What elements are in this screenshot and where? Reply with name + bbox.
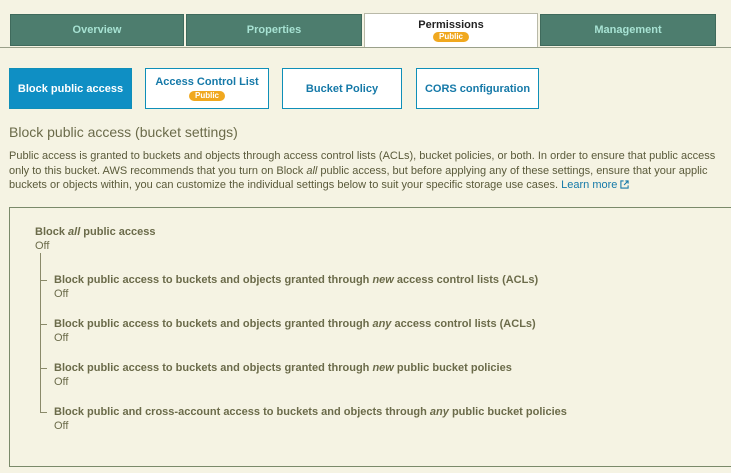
tab-overview[interactable] (10, 14, 184, 46)
tab-label: Properties (246, 24, 302, 36)
description-emphasis: all (306, 164, 318, 177)
setting-any-acls-label (54, 318, 536, 330)
setting-any-acls-status: Off (54, 332, 69, 344)
tree-branch (40, 280, 47, 281)
tree-branch (40, 368, 47, 369)
setting-new-policies-label (54, 362, 512, 374)
tree-branch (40, 412, 47, 413)
tab-label: Permissions (418, 19, 484, 31)
label-emphasis: new (372, 362, 394, 374)
label-text: access control lists (ACLs) (393, 274, 539, 286)
external-link-icon (620, 180, 629, 189)
tab-label: Management (594, 24, 662, 36)
subtab-block-public-access[interactable] (9, 68, 132, 109)
block-all-public-access-label (35, 226, 155, 238)
subtab-label: Block public access (17, 82, 124, 95)
tab-label: Overview (72, 24, 122, 36)
label-text: public access (80, 226, 156, 238)
description-line: Public access is granted to buckets and objects through access control lists (ACLs), bucket policies, or both. In order to ensure that public access (9, 150, 716, 162)
description-line (9, 164, 731, 179)
label-text: Block public access to buckets and objects granted through (54, 362, 373, 374)
learn-more-label: Learn more (561, 179, 618, 191)
label-text: Block public access to buckets and objects granted through (54, 318, 373, 330)
block-public-access-panel (9, 207, 731, 467)
setting-any-policies-label (54, 406, 567, 418)
subtab-cors-configuration[interactable] (416, 68, 539, 109)
subtab-label: Bucket Policy (305, 82, 379, 95)
subtab-label: CORS configuration (424, 82, 531, 95)
label-text: Block public access to buckets and objects granted through (54, 274, 373, 286)
subtab-label: Access Control List (155, 76, 259, 88)
public-badge: Public (433, 32, 469, 42)
label-text: public bucket policies (393, 362, 512, 374)
tab-permissions[interactable] (364, 13, 538, 47)
learn-more-link[interactable] (561, 179, 629, 191)
label-text: Block public and cross-account access to buckets and objects through (54, 406, 430, 418)
section-title: Block public access (bucket settings) (9, 124, 238, 140)
label-emphasis: any (429, 406, 449, 418)
tree-connector (40, 253, 41, 413)
public-badge: Public (189, 91, 225, 101)
tab-bar (0, 0, 731, 48)
setting-any-policies-status: Off (54, 420, 69, 432)
description-text: only to this bucket. AWS recommends that you turn on Block (9, 164, 307, 177)
label-text: public bucket policies (448, 406, 567, 418)
label-text: access control lists (ACLs) (391, 318, 536, 330)
label-emphasis: any (372, 318, 392, 330)
subtab-access-control-list[interactable] (145, 68, 269, 109)
label-text: Block (35, 226, 69, 238)
description-text: public access, but before applying any of these settings, ensure that your applic (317, 164, 708, 177)
subtab-bucket-policy[interactable] (282, 68, 402, 109)
setting-new-policies-status: Off (54, 376, 69, 388)
setting-new-acls-status: Off (54, 288, 69, 300)
block-all-public-access-status: Off (35, 240, 50, 252)
label-emphasis: new (372, 274, 394, 286)
tab-properties[interactable] (186, 14, 362, 46)
label-emphasis: all (68, 226, 81, 238)
setting-new-acls-label (54, 274, 538, 286)
tab-management[interactable] (540, 14, 716, 46)
description-text: buckets or objects within, you can customize the individual settings below to suit your specific storage use cases. (9, 179, 562, 191)
section-description (9, 149, 731, 193)
tree-branch (40, 324, 47, 325)
description-line (9, 178, 731, 193)
